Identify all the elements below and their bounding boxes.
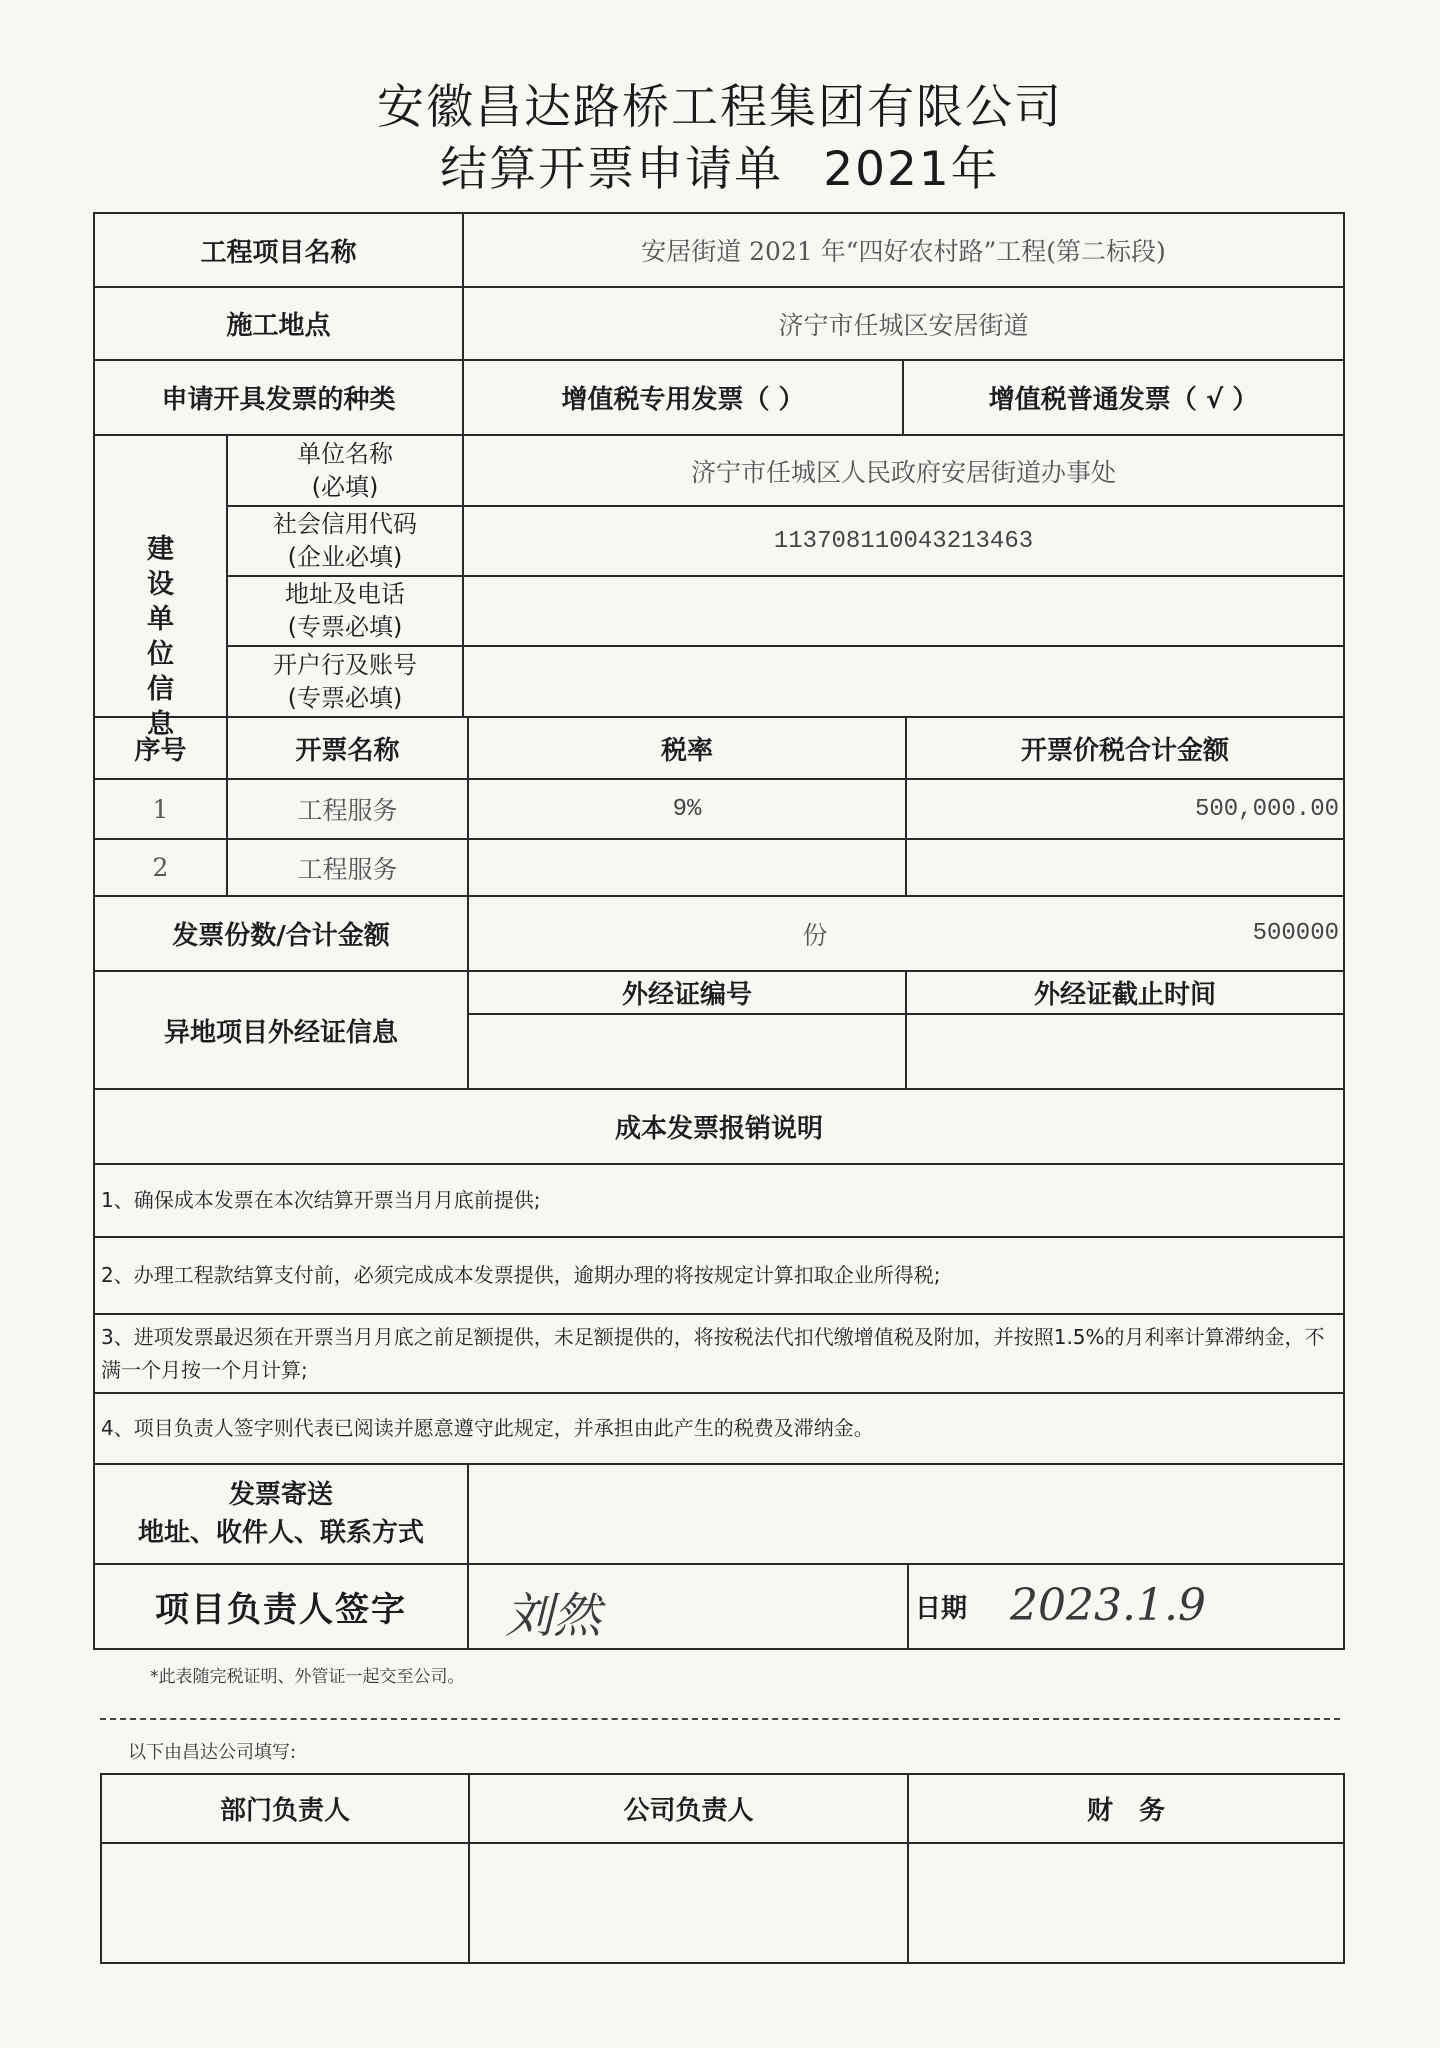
- items-header-no: 序号: [134, 735, 187, 766]
- date-value: 2023.1.9: [1010, 1580, 1206, 1631]
- special-invoice-option: 增值税专用发票（ ）: [561, 385, 805, 415]
- bank-account-label: [228, 647, 462, 716]
- cost-notes-title: 成本发票报销说明: [614, 1114, 823, 1144]
- field-sublabel: (必填): [311, 472, 379, 501]
- field-label: 社会信用代码: [273, 510, 417, 538]
- summary-count-unit: 份: [802, 920, 828, 950]
- credit-code-label: [228, 507, 462, 575]
- summary-total: 500000: [1252, 920, 1339, 947]
- cost-note-1: 1、确保成本发票在本次结算开票当月月底前提供;: [101, 1188, 541, 1212]
- site-value: 济宁市任城区安居街道: [778, 310, 1029, 340]
- form-year: 2021年: [823, 142, 1000, 197]
- permit-deadline-value: [907, 1015, 1343, 1088]
- mailing-label: [95, 1465, 467, 1563]
- date-label: 日期: [915, 1594, 968, 1624]
- summary-label: 发票份数/合计金额: [172, 921, 390, 951]
- items-header-amount: 开票价税合计金额: [1020, 735, 1229, 766]
- grid-line: [226, 716, 228, 895]
- project-name-label: 工程项目名称: [200, 237, 357, 268]
- finance-sign-cell[interactable]: [909, 1844, 1343, 1962]
- site-label: 施工地点: [226, 311, 331, 341]
- general-invoice-option: 增值税普通发票（ √ ）: [988, 385, 1259, 415]
- unit-name-label: [228, 436, 462, 505]
- item-row-2-no: 2: [152, 853, 169, 882]
- cost-note-2: 2、办理工程款结算支付前，必须完成成本发票提供，逾期办理的将按规定计算扣取企业所得税;: [101, 1263, 941, 1287]
- mailing-label-line2: 地址、收件人、联系方式: [137, 1518, 424, 1548]
- mailing-value: [469, 1465, 1343, 1563]
- credit-code-value: 113708110043213463: [773, 527, 1034, 555]
- company-title: 安徽昌达路桥工程集团有限公司: [377, 80, 1063, 135]
- cost-note-4: 4、项目负责人签字则代表已阅读并愿意遵守此规定，并承担由此产生的税费及滞纳金。: [101, 1416, 874, 1440]
- footnote: *此表随完税证明、外管证一起交至公司。: [150, 1667, 465, 1687]
- cost-note-3: 3、进项发票最迟须在开票当月月底之前足额提供，未足额提供的，将按税法代扣代缴增值税及附加，并按照1.5%的月利率计算滞纳金，不满一个月按一个月计算;: [101, 1324, 1325, 1382]
- item-row-1-rate: 9%: [672, 795, 702, 823]
- address-phone-value: [464, 577, 1343, 645]
- grid-line: [1343, 212, 1345, 1649]
- dept-head-header: 部门负责人: [219, 1796, 350, 1826]
- item-row-1-amount: 500,000.00: [1194, 795, 1339, 823]
- items-header-name: 开票名称: [295, 735, 400, 766]
- item-row-1-no: 1: [152, 794, 169, 824]
- side-char: 建: [147, 534, 174, 565]
- mailing-label-line1: 发票寄送: [228, 1480, 333, 1510]
- signoff-label: 项目负责人签字: [155, 1590, 407, 1630]
- item-row-2-rate: [469, 840, 905, 895]
- invoice-type-label: 申请开具发票的种类: [161, 385, 396, 415]
- finance-header: 财 务: [1086, 1796, 1165, 1826]
- grid-line: [93, 1648, 1345, 1650]
- side-char: 信: [147, 674, 174, 705]
- form-name: 结算开票申请单: [440, 142, 784, 197]
- permit-label: 异地项目外经证信息: [163, 1017, 398, 1048]
- item-row-2-amount: [907, 840, 1343, 895]
- item-row-1-name: 工程服务: [297, 796, 398, 825]
- field-sublabel: (企业必填): [287, 543, 403, 571]
- bank-account-value: [464, 647, 1343, 716]
- field-label: 地址及电话: [285, 580, 405, 608]
- address-phone-label: [228, 577, 462, 645]
- side-char: 设: [147, 569, 174, 600]
- field-label: 单位名称: [297, 439, 393, 468]
- company-head-sign-cell[interactable]: [470, 1844, 907, 1962]
- side-char: 息: [147, 709, 174, 740]
- field-sublabel: (专票必填): [287, 683, 403, 712]
- items-header-rate: 税率: [660, 735, 713, 766]
- permit-no-value: [469, 1015, 905, 1088]
- grid-line: [1343, 1773, 1345, 1963]
- company-section-caption: 以下由昌达公司填写:: [128, 1742, 297, 1763]
- item-row-2-name: 工程服务: [297, 854, 398, 884]
- field-sublabel: (专票必填): [287, 613, 403, 641]
- side-char: 位: [147, 639, 174, 670]
- permit-no-header: 外经证编号: [621, 980, 752, 1010]
- cut-line: [100, 1718, 1340, 1720]
- unit-name-value: 济宁市任城区人民政府安居街道办事处: [690, 457, 1116, 487]
- grid-line: [100, 1962, 1345, 1964]
- company-head-header: 公司负责人: [623, 1796, 754, 1826]
- project-name-value: 安居街道 2021 年“四好农村路”工程(第二标段): [641, 237, 1166, 266]
- side-char: 单: [147, 604, 174, 635]
- grid-line: [467, 716, 469, 895]
- dept-head-sign-cell[interactable]: [102, 1844, 468, 1962]
- field-label: 开户行及账号: [273, 650, 417, 679]
- permit-deadline-header: 外经证截止时间: [1033, 980, 1216, 1010]
- signature: 刘然: [505, 1588, 602, 1644]
